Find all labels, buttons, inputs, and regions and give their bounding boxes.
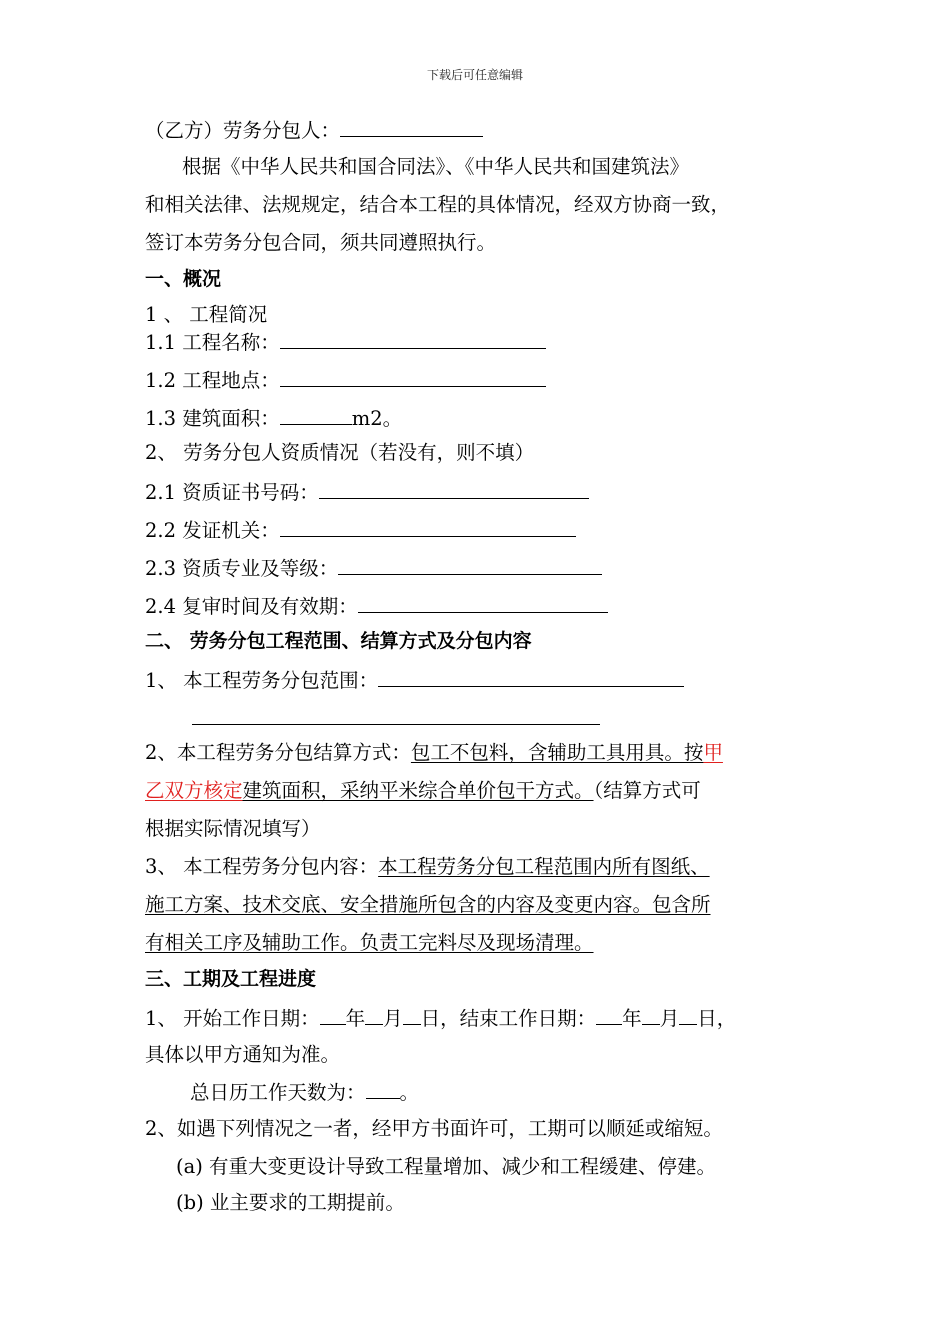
end-month-blank: [642, 1006, 660, 1025]
settlement-line-3: 根据实际情况填写）: [145, 817, 321, 840]
content-line-3: [145, 932, 594, 954]
page-header: 下载后可任意编辑: [426, 68, 523, 82]
issuing-authority-blank: [280, 518, 576, 537]
start-year-blank: [320, 1006, 346, 1025]
settlement-text-2: 建筑面积，采纳平米综合单价包干方式。: [242, 779, 594, 802]
total-days-line: [190, 1080, 419, 1104]
schedule-line-1: [145, 1006, 736, 1030]
scope-label: 1、 本工程劳务分包范围：: [145, 669, 379, 692]
schedule-line-2: 具体以甲方通知为准。: [145, 1043, 341, 1066]
project-name-label: 1.1 工程名称：: [145, 331, 280, 354]
start-date-label: 1、 开始工作日期：: [145, 1007, 320, 1030]
extension-item-b: (b) 业主要求的工期提前。: [176, 1191, 405, 1214]
schedule-comma: ，: [716, 1007, 737, 1030]
content-line-2: [145, 894, 711, 916]
start-year-unit: 年: [345, 1007, 366, 1030]
end-day-blank: [679, 1006, 697, 1025]
start-day-unit: 日: [420, 1007, 441, 1030]
project-location-label: 1.2 工程地点：: [145, 369, 280, 392]
cert-number-blank: [319, 480, 589, 499]
issuing-authority-line: [145, 518, 576, 542]
extension-line: 2、如遇下列情况之一者，经甲方书面许可，工期可以顺延或缩短。: [145, 1117, 723, 1140]
settlement-line-1: [145, 742, 723, 764]
content-text-1: 本工程劳务分包工程范围内所有图纸、: [378, 855, 710, 878]
party-b-blank: [340, 118, 483, 137]
start-month-blank: [365, 1006, 383, 1025]
issuing-authority-label: 2.2 发证机关：: [145, 519, 280, 542]
total-days-suffix: 。: [399, 1081, 420, 1104]
end-year-unit: 年: [622, 1007, 642, 1030]
settlement-label: 2、本工程劳务分包结算方式：: [145, 741, 411, 764]
building-area-label: 1.3 建筑面积：: [145, 407, 280, 430]
start-month-unit: 月: [383, 1007, 403, 1030]
intro-line-3: 签订本劳务分包合同，须共同遵照执行。: [145, 231, 497, 254]
review-period-line: [145, 594, 608, 618]
content-line-1: [145, 856, 710, 878]
intro-line-2: 和相关法律、法规规定，结合本工程的具体情况，经双方协商一致，: [145, 193, 731, 216]
content-text-3: 有相关工序及辅助工作。负责工完料尽及现场清理。: [145, 931, 594, 954]
total-days-label: 总日历工作天数为：: [190, 1081, 366, 1104]
settlement-text-1: 包工不包料，含辅助工具用具。按: [410, 741, 704, 764]
qualification-grade-label: 2.3 资质专业及等级：: [145, 557, 339, 580]
section-3-title: 三、工期及工程进度: [145, 968, 317, 990]
cert-number-label: 2.1 资质证书号码：: [145, 481, 319, 504]
project-location-line: [145, 368, 546, 392]
section-2-title: 二、 劳务分包工程范围、结算方式及分包内容: [145, 630, 532, 652]
content-label: 3、 本工程劳务分包内容：: [145, 855, 379, 878]
settlement-red-1: 甲: [703, 741, 723, 764]
qualification-grade-line: [145, 556, 602, 580]
party-b-line: [145, 118, 483, 142]
subsection-1-2: 2、 劳务分包人资质情况（若没有，则不填）: [145, 441, 535, 464]
building-area-unit: m2。: [351, 407, 403, 430]
review-period-label: 2.4 复审时间及有效期：: [145, 595, 358, 618]
qualification-grade-blank: [338, 556, 602, 575]
project-name-blank: [280, 330, 546, 349]
settlement-line-2: [145, 780, 701, 802]
content-text-2: 施工方案、技术交底、安全措施所包含的内容及变更内容。包含所: [145, 893, 711, 916]
scope-line: [145, 668, 684, 692]
end-month-unit: 月: [659, 1007, 680, 1030]
scope-blank-2: [192, 706, 600, 725]
extension-item-a: (a) 有重大变更设计导致工程量增加、减少和工程缓建、停建。: [176, 1155, 717, 1178]
intro-line-1: 根据《中华人民共和国合同法》、《中华人民共和国建筑法》: [182, 155, 690, 178]
start-day-blank: [403, 1006, 421, 1025]
party-b-label: （乙方）劳务分包人：: [145, 119, 341, 142]
settlement-red-2: 乙双方核定: [145, 779, 243, 802]
end-date-label: ，结束工作日期：: [440, 1007, 597, 1030]
total-days-blank: [366, 1080, 400, 1099]
project-name-line: [145, 330, 546, 354]
end-year-blank: [596, 1006, 622, 1025]
scope-blank-line-2: [192, 706, 600, 730]
project-location-blank: [280, 368, 546, 387]
scope-blank: [378, 668, 684, 687]
end-day-unit: 日: [697, 1007, 717, 1030]
cert-number-line: [145, 480, 589, 504]
review-period-blank: [358, 594, 608, 613]
building-area-line: [145, 406, 402, 430]
building-area-blank: [280, 406, 352, 425]
settlement-note: （结算方式可: [593, 779, 701, 802]
section-1-title: 一、概况: [145, 268, 222, 290]
subsection-1-1: 1 、 工程简况: [145, 303, 268, 326]
